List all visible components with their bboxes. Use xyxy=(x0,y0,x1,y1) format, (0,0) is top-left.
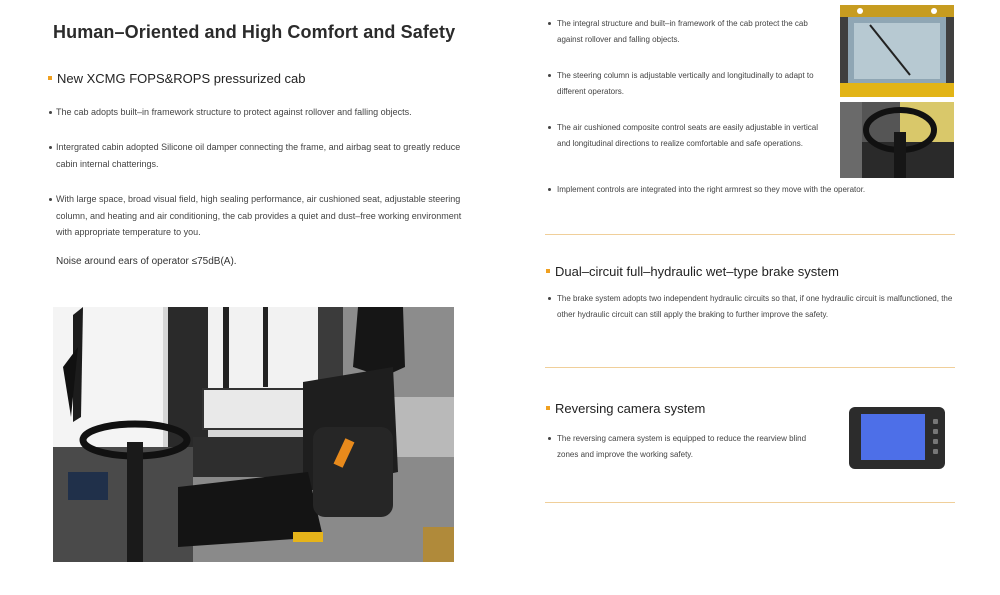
cab-section-heading xyxy=(48,71,306,86)
cab-interior-photo xyxy=(53,307,454,562)
right-bullet-1: The integral structure and built–in framework of the cab protect the cab against rollover and falling objects. xyxy=(557,16,819,47)
noise-note: Noise around ears of operator ≤75dB(A). xyxy=(56,256,237,267)
heading-marker xyxy=(48,76,52,80)
left-bullet-1: The cab adopts built–in framework structure to protect against rollover and falling objects. xyxy=(56,104,466,121)
camera-text: The reversing camera system is equipped to reduce the rearview blind zones and improve the working safety. xyxy=(557,431,819,462)
brake-text: The brake system adopts two independent hydraulic circuits so that, if one hydraulic circuit is malfunctioned, the other hydraulic circuit can still apply the braking to further improve the safety. xyxy=(557,291,965,322)
page-title: Human–Oriented and High Comfort and Safety xyxy=(53,22,456,42)
camera-heading-text: Reversing camera system xyxy=(555,401,706,416)
section-divider xyxy=(545,234,955,235)
cab-heading-text: New XCMG FOPS&ROPS pressurized cab xyxy=(57,71,306,86)
brake-heading-text: Dual–circuit full–hydraulic wet–type brake system xyxy=(555,264,839,279)
right-bullet-3: The air cushioned composite control seats are easily adjustable in vertical and longitudinal directions to realize comfortable and safe operations. xyxy=(557,120,822,151)
brake-section-heading xyxy=(546,264,839,279)
right-bullet-2: The steering column is adjustable vertically and longitudinally to adapt to different operators. xyxy=(557,68,819,99)
cab-front-photo xyxy=(840,5,954,97)
steering-column-photo xyxy=(840,102,954,178)
reversing-camera-monitor xyxy=(847,405,947,473)
left-bullet-3: With large space, broad visual field, high sealing performance, air cushioned seat, adjustable steering column, and heating and air conditioning, the cab provides a quiet and dust–free working environment with appropriate temperature to you. xyxy=(56,191,466,241)
camera-section-heading xyxy=(546,401,705,416)
section-divider xyxy=(545,367,955,368)
left-bullet-2: Intergrated cabin adopted Silicone oil damper connecting the frame, and airbag seat to greatly reduce cabin internal chatterings. xyxy=(56,139,466,172)
heading-marker xyxy=(546,406,550,410)
section-divider xyxy=(545,502,955,503)
heading-marker xyxy=(546,269,550,273)
right-bullet-4: Implement controls are integrated into the right armrest so they move with the operator. xyxy=(557,182,917,198)
